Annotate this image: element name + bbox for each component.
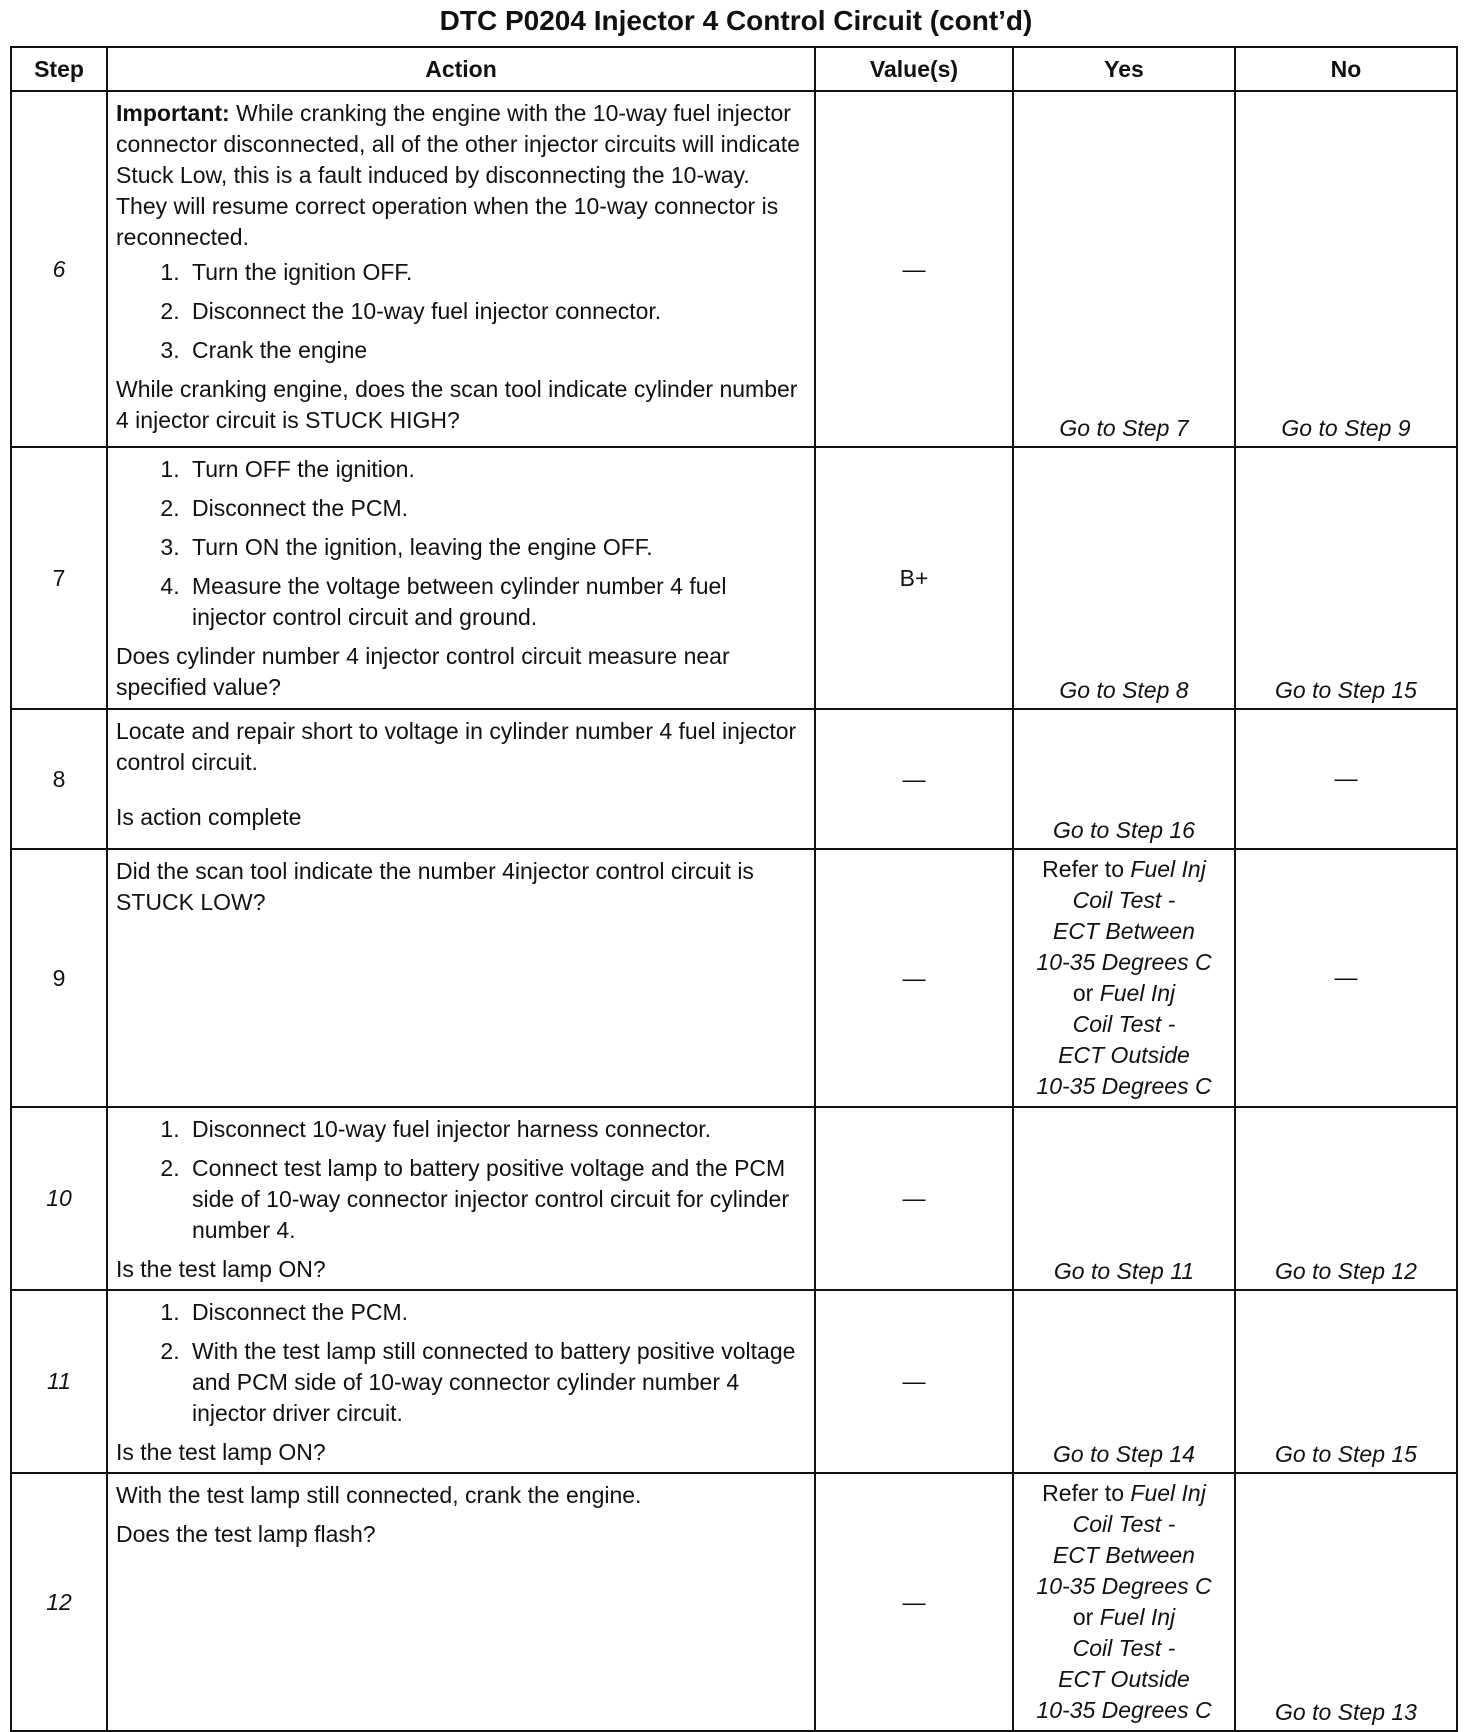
yes-refer <box>1013 849 1235 1107</box>
header-step: Step <box>11 47 107 91</box>
action-question: While cranking engine, does the scan tool indicate cylinder number 4 injector circuit is STUCK HIGH? <box>116 376 798 433</box>
action-cell <box>107 91 815 447</box>
fuel-inj-coil-test-outside-link[interactable]: Coil Test - <box>1072 1635 1176 1661</box>
value-cell: — <box>815 91 1013 447</box>
step-number: 12 <box>11 1473 107 1731</box>
header-row <box>11 47 1457 91</box>
no-value: — <box>1235 849 1457 1107</box>
table-row-step-6 <box>11 91 1457 447</box>
yes-link[interactable]: Go to Step 11 <box>1013 1107 1235 1290</box>
yes-link[interactable]: Go to Step 7 <box>1013 91 1235 447</box>
step-number: 7 <box>11 447 107 709</box>
header-no: No <box>1235 47 1457 91</box>
action-step-item: 3. Crank the engine <box>186 335 806 366</box>
action-step-item: 1. Turn OFF the ignition. <box>186 454 806 485</box>
action-cell <box>107 849 815 1107</box>
refer-to-label: Refer to <box>1042 1480 1124 1506</box>
or-label: or <box>1072 1604 1094 1630</box>
value-cell: B+ <box>815 447 1013 709</box>
step-number: 9 <box>11 849 107 1107</box>
header-yes: Yes <box>1013 47 1235 91</box>
table-row-step-7 <box>11 447 1457 709</box>
value-cell: — <box>815 849 1013 1107</box>
fuel-inj-coil-test-outside-link[interactable]: 10-35 Degrees C <box>1036 1697 1212 1723</box>
fuel-inj-coil-test-outside-link[interactable]: ECT Outside <box>1058 1666 1190 1692</box>
value-cell: — <box>815 1473 1013 1731</box>
no-link[interactable]: Go to Step 12 <box>1235 1107 1457 1290</box>
action-question: Did the scan tool indicate the number 4injector control circuit is STUCK LOW? <box>116 858 754 915</box>
fuel-inj-coil-test-outside-link[interactable]: Fuel Inj <box>1099 980 1176 1006</box>
action-steps <box>116 1297 806 1429</box>
important-text: While cranking the engine with the 10-way fuel injector connector disconnected, all of the other injector circuits will indicate Stuck Low, this is a fault induced by disconnecting the 10-way. They will resume correct operation when the 10-way connector is reconnected. <box>116 100 800 250</box>
no-link[interactable]: Go to Step 15 <box>1235 447 1457 709</box>
value-cell: — <box>815 1107 1013 1290</box>
or-label: or <box>1072 980 1094 1006</box>
action-cell <box>107 1473 815 1731</box>
action-cell <box>107 1107 815 1290</box>
action-step-item: 1. Disconnect 10-way fuel injector harness connector. <box>186 1114 806 1145</box>
step-number: 8 <box>11 709 107 849</box>
action-steps <box>116 454 806 633</box>
action-steps <box>116 257 806 366</box>
action-step-item: 4. Measure the voltage between cylinder number 4 fuel injector control circuit and ground. <box>186 571 806 633</box>
fuel-inj-coil-test-between-link[interactable]: Coil Test - <box>1072 887 1176 913</box>
fuel-inj-coil-test-outside-link[interactable]: ECT Outside <box>1058 1042 1190 1068</box>
action-step-item: 2. Disconnect the 10-way fuel injector connector. <box>186 296 806 327</box>
table-row-step-12 <box>11 1473 1457 1731</box>
fuel-inj-coil-test-between-link[interactable]: Fuel Inj <box>1130 1480 1206 1506</box>
header-values: Value(s) <box>815 47 1013 91</box>
header-action: Action <box>107 47 815 91</box>
action-step-item: 3. Turn ON the ignition, leaving the engine OFF. <box>186 532 806 563</box>
action-step-item: 1. Disconnect the PCM. <box>186 1297 806 1328</box>
fuel-inj-coil-test-between-link[interactable]: Fuel Inj <box>1130 856 1206 882</box>
action-step-item: 2. Connect test lamp to battery positive voltage and the PCM side of 10-way connector injector control circuit for cylinder number 4. <box>186 1153 806 1246</box>
yes-link[interactable]: Go to Step 14 <box>1013 1290 1235 1473</box>
fuel-inj-coil-test-outside-link[interactable]: 10-35 Degrees C <box>1036 1073 1212 1099</box>
step-number: 11 <box>11 1290 107 1473</box>
step-number: 6 <box>11 91 107 447</box>
fuel-inj-coil-test-between-link[interactable]: ECT Between <box>1053 918 1195 944</box>
action-question: Is the test lamp ON? <box>116 1256 326 1282</box>
important-note <box>116 98 806 253</box>
action-text: Locate and repair short to voltage in cylinder number 4 fuel injector control circuit. <box>116 718 797 775</box>
fuel-inj-coil-test-outside-link[interactable]: Fuel Inj <box>1099 1604 1176 1630</box>
page-title: DTC P0204 Injector 4 Control Circuit (cont’d) <box>439 5 1033 36</box>
fuel-inj-coil-test-outside-link[interactable]: Coil Test - <box>1072 1011 1176 1037</box>
refer-to-label: Refer to <box>1042 856 1124 882</box>
action-step-item: 1. Turn the ignition OFF. <box>186 257 806 288</box>
table-row-step-10 <box>11 1107 1457 1290</box>
table-row-step-11 <box>11 1290 1457 1473</box>
no-link[interactable]: Go to Step 13 <box>1235 1473 1457 1731</box>
important-label: Important: <box>116 100 230 126</box>
step-number: 10 <box>11 1107 107 1290</box>
value-cell: — <box>815 1290 1013 1473</box>
no-link[interactable]: Go to Step 15 <box>1235 1290 1457 1473</box>
value-cell: — <box>815 709 1013 849</box>
action-step-item: 2. With the test lamp still connected to battery positive voltage and PCM side of 10-way connector cylinder number 4 injector driver circuit. <box>186 1336 806 1429</box>
action-text: With the test lamp still connected, crank the engine. <box>116 1482 642 1508</box>
yes-refer <box>1013 1473 1235 1731</box>
diagnostic-table <box>10 46 1458 1732</box>
table-row-step-8 <box>11 709 1457 849</box>
fuel-inj-coil-test-between-link[interactable]: 10-35 Degrees C <box>1036 949 1212 975</box>
yes-link[interactable]: Go to Step 16 <box>1013 709 1235 849</box>
fuel-inj-coil-test-between-link[interactable]: ECT Between <box>1053 1542 1195 1568</box>
action-question: Is action complete <box>116 804 302 830</box>
fuel-inj-coil-test-between-link[interactable]: Coil Test - <box>1072 1511 1176 1537</box>
action-cell <box>107 447 815 709</box>
action-cell <box>107 709 815 849</box>
action-question: Does the test lamp flash? <box>116 1521 376 1547</box>
action-step-item: 2. Disconnect the PCM. <box>186 493 806 524</box>
no-value: — <box>1235 709 1457 849</box>
yes-link[interactable]: Go to Step 8 <box>1013 447 1235 709</box>
action-question: Does cylinder number 4 injector control circuit measure near specified value? <box>116 643 730 700</box>
table-row-step-9 <box>11 849 1457 1107</box>
no-link[interactable]: Go to Step 9 <box>1235 91 1457 447</box>
action-question: Is the test lamp ON? <box>116 1439 326 1465</box>
action-cell <box>107 1290 815 1473</box>
action-steps <box>116 1114 806 1246</box>
fuel-inj-coil-test-between-link[interactable]: 10-35 Degrees C <box>1036 1573 1212 1599</box>
